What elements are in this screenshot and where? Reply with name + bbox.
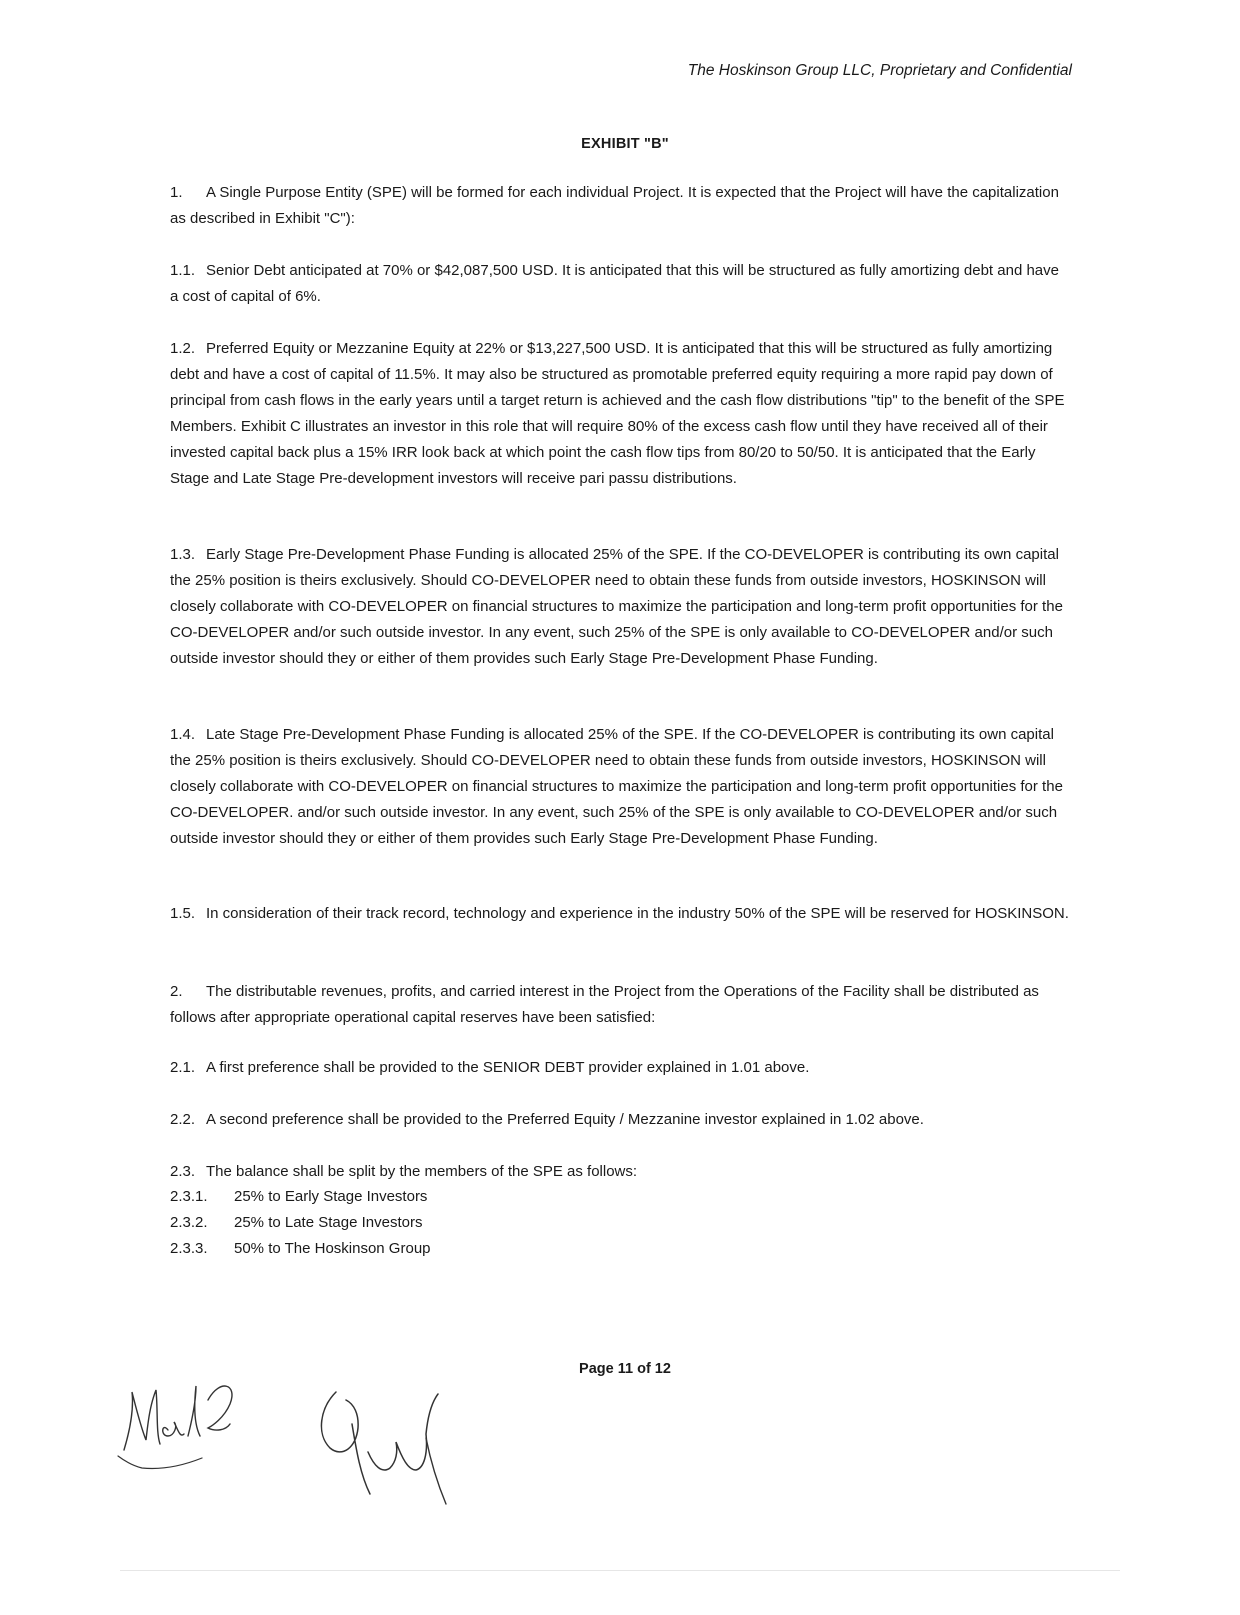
section-1 <box>170 180 1070 232</box>
signature-initials-2 <box>312 1378 472 1513</box>
section-1-1 <box>170 258 1070 310</box>
section-1-2 <box>170 336 1070 492</box>
list-item-text: 50% to The Hoskinson Group <box>234 1240 431 1257</box>
section-number: 1.5. <box>170 905 196 922</box>
section-text: Early Stage Pre-Development Phase Funding is allocated 25% of the SPE. If the CO-DEVELOPER is contributing its own capital the 25% position is theirs exclusively. Should CO-DEVELOPER need to obtain these funds from outside investors, HOSKINSON will closely collaborate with CO-DEVELOPER on financial structures to maximize the participation and long-term profit opportunities for the CO-DEVELOPER and/or such outside investor. In any event, such 25% of the SPE is only available to CO-DEVELOPER and/or such outside investor should they or either of them provides such Early Stage Pre-Development Phase Funding. <box>170 546 1063 667</box>
section-text: A second preference shall be provided to the Preferred Equity / Mezzanine investor explained in 1.02 above. <box>206 1111 924 1128</box>
section-text: A first preference shall be provided to the SENIOR DEBT provider explained in 1.01 above. <box>206 1059 810 1076</box>
section-text: In consideration of their track record, technology and experience in the industry 50% of the SPE will be reserved for HOSKINSON. <box>206 905 1069 922</box>
section-number: 1.4. <box>170 726 196 743</box>
section-number: 1.3. <box>170 546 196 563</box>
section-text: A Single Purpose Entity (SPE) will be formed for each individual Project. It is expected that the Project will have the capitalization as described in Exhibit "C"): <box>170 184 1059 227</box>
section-number: 2.3. <box>170 1163 196 1180</box>
section-number: 2.2. <box>170 1111 196 1128</box>
section-number: 2.1. <box>170 1059 196 1076</box>
section-text: Late Stage Pre-Development Phase Funding is allocated 25% of the SPE. If the CO-DEVELOPER is contributing its own capital the 25% position is theirs exclusively. Should CO-DEVELOPER need to obtain these funds from outside investors, HOSKINSON will closely collaborate with CO-DEVELOPER on financial structures to maximize the participation and long-term profit opportunities for the CO-DEVELOPER. and/or such outside investor. In any event, such 25% of the SPE is only available to CO-DEVELOPER and/or such outside investor should they or either of them provides such Early Stage Pre-Development Phase Funding. <box>170 726 1063 847</box>
section-2-3 <box>170 1159 1070 1185</box>
section-2-1 <box>170 1055 1070 1081</box>
list-item-text: 25% to Late Stage Investors <box>234 1214 423 1231</box>
section-text: Preferred Equity or Mezzanine Equity at 22% or $13,227,500 USD. It is anticipated that this will be structured as fully amortizing debt and have a cost of capital of 11.5%. It may also be structured as promotable preferred equity requiring a more rapid pay down of principal from cash flows in the early years until a target return is achieved and the cash flow distributions "tip" to the benefit of the SPE Members. Exhibit C illustrates an investor in this role that will require 80% of the excess cash flow until they have received all of their invested capital back plus a 15% IRR look back at which point the cash flow tips from 80/20 to 50/50. It is anticipated that the Early Stage and Late Stage Pre-development investors will receive pari passu distributions. <box>170 340 1065 487</box>
section-1-4 <box>170 722 1070 852</box>
list-item-number: 2.3.2. <box>170 1214 208 1231</box>
list-item <box>170 1184 427 1210</box>
section-text: The distributable revenues, profits, and carried interest in the Project from the Operations of the Facility shall be distributed as follows after appropriate operational capital reserves have been satisfied: <box>170 983 1039 1026</box>
exhibit-title: EXHIBIT "B" <box>581 136 669 152</box>
section-2-2 <box>170 1107 1070 1133</box>
section-2 <box>170 979 1070 1031</box>
signature-initials-1 <box>112 1370 262 1490</box>
section-1-3 <box>170 542 1070 672</box>
section-text: Senior Debt anticipated at 70% or $42,087,500 USD. It is anticipated that this will be structured as fully amortizing debt and have a cost of capital of 6%. <box>170 262 1059 305</box>
section-number: 1.1. <box>170 262 196 279</box>
list-item <box>170 1210 422 1236</box>
list-item-number: 2.3.1. <box>170 1188 208 1205</box>
section-number: 1.2. <box>170 340 196 357</box>
page-number: Page 11 of 12 <box>579 1361 671 1377</box>
confidential-header: The Hoskinson Group LLC, Proprietary and Confidential <box>687 62 1072 79</box>
section-number: 1. <box>170 184 183 201</box>
scan-edge-line <box>120 1570 1120 1571</box>
list-item-text: 25% to Early Stage Investors <box>234 1188 428 1205</box>
list-item <box>170 1236 431 1262</box>
section-text: The balance shall be split by the members of the SPE as follows: <box>206 1163 638 1180</box>
section-number: 2. <box>170 983 183 1000</box>
list-item-number: 2.3.3. <box>170 1240 208 1257</box>
section-1-5 <box>170 901 1070 927</box>
